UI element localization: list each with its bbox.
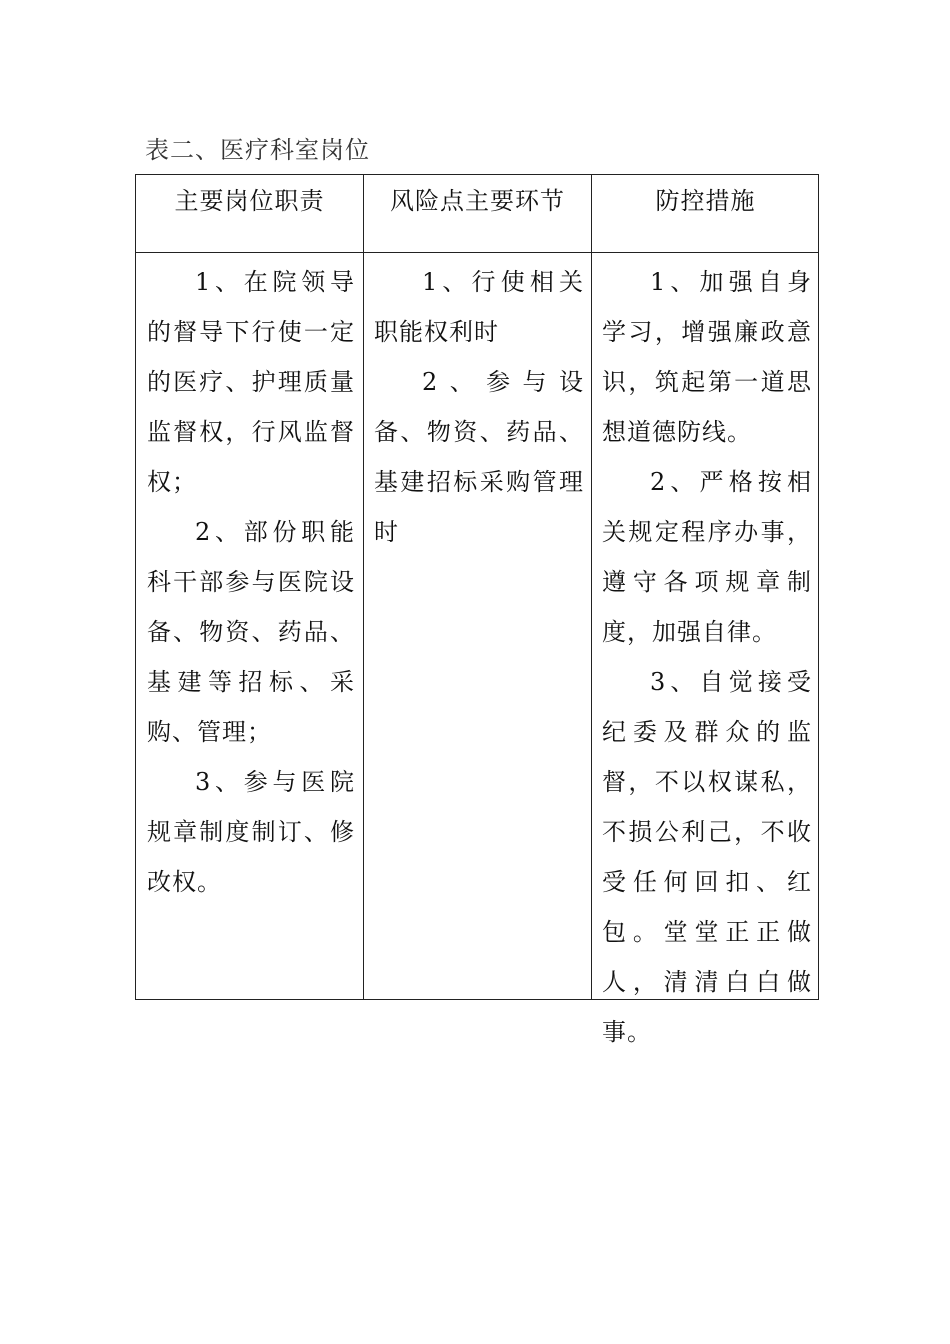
measure-item: 2、严格按相关规定程序办事，遵守各项规章制度，加强自律。 (602, 468, 812, 646)
header-divider (136, 252, 818, 253)
measure-item: 1、加强自身学习，增强廉政意识，筑起第一道思想道德防线。 (602, 268, 812, 446)
risk-item: 2、参与设备、物资、药品、基建招标采购管理时 (374, 368, 584, 546)
measure-item: 3、自觉接受纪委及群众的监督，不以权谋私，不损公利己，不收受任何回扣、红包。堂堂正正做人，清清白白做事。 (602, 668, 812, 1046)
cell-main-duties (147, 257, 355, 907)
header-main-duties: 主要岗位职责 (174, 187, 325, 215)
risk-item: 1、行使相关职能权利时 (374, 268, 584, 346)
column-divider-1 (363, 175, 364, 999)
header-risk-points: 风险点主要环节 (390, 187, 565, 215)
duty-item: 1、在院领导的督导下行使一定的医疗、护理质量监督权，行风监督权； (147, 268, 355, 496)
duty-item: 3、参与医院规章制度制订、修改权。 (147, 768, 355, 896)
cell-risk-points (374, 257, 584, 557)
duty-item: 2、部份职能科干部参与医院设备、物资、药品、基建等招标、采购、管理； (147, 518, 355, 746)
cell-prevention-measures (602, 257, 812, 1057)
duty-risk-table (135, 174, 819, 1046)
table-caption: 表二、医疗科室岗位 (145, 136, 370, 164)
column-divider-2 (591, 175, 592, 999)
header-prevention-measures: 防控措施 (655, 187, 756, 215)
